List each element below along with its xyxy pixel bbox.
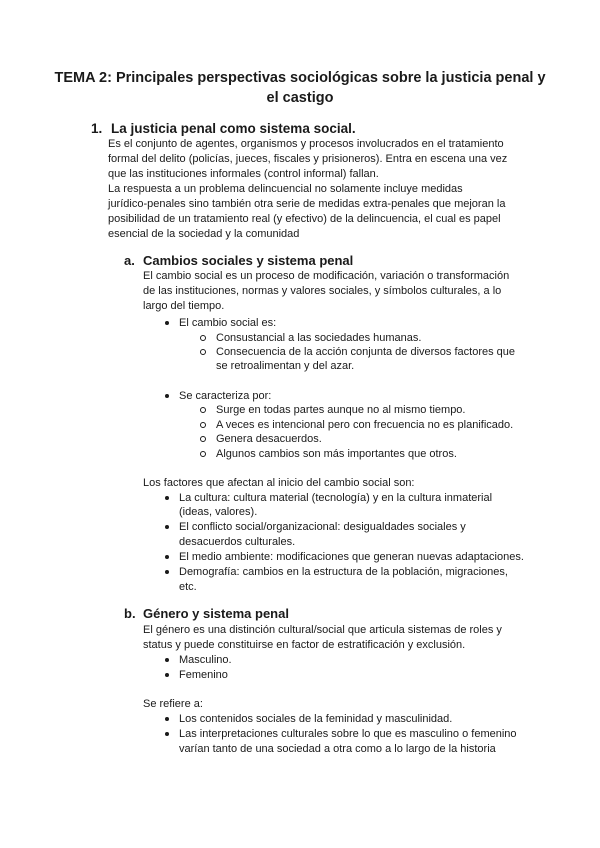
sb-refers-1: Los contenidos sociales de la feminidad y masculinidad.: [179, 713, 453, 725]
sa-bullet-2-sub-2: A veces es intencional pero con frecuencia no es planificado.: [216, 419, 514, 431]
sb-line-1: El género es una distinción cultural/social que articula sistemas de roles y: [143, 624, 502, 636]
s1-line-2: formal del delito (policías, jueces, fiscales y prisioneros). Entra en escena una vez: [108, 153, 508, 165]
sb-refers-2: Las interpretaciones culturales sobre lo que es masculino o femenino: [179, 728, 517, 740]
s1-line-5: jurídico-penales sino también otra serie de medidas extra-penales que mejoran la: [108, 198, 506, 210]
sa-factors-intro: Los factores que afectan al inicio del cambio social son:: [143, 477, 415, 489]
sa-bullet-1-sub-2: Consecuencia de la acción conjunta de diversos factores que: [216, 346, 516, 358]
sa-factor-4: Demografía: cambios en la estructura de la población, migraciones,: [179, 566, 508, 578]
sb-refers-2-cont: varían tanto de una sociedad a otra como a lo largo de la historia: [179, 743, 496, 755]
section-1-number: 1.: [91, 121, 103, 136]
sa-factor-1-cont: (ideas, valores).: [179, 506, 258, 518]
sb-refers-intro: Se refiere a:: [143, 698, 203, 710]
sa-factor-2: El conflicto social/organizacional: desigualdades sociales y: [179, 521, 466, 533]
s1-line-3: que las instituciones informales (control informal) fallan.: [108, 168, 379, 180]
sa-bullet-1-sub-1: Consustancial a las sociedades humanas.: [216, 332, 422, 344]
sa-factor-2-cont: desacuerdos culturales.: [179, 536, 296, 548]
s1-line-7: esencial de la sociedad y la comunidad: [108, 228, 300, 240]
sa-line-3: largo del tiempo.: [143, 300, 225, 312]
s1-line-4: La respuesta a un problema delincuencial no solamente incluye medidas: [108, 183, 463, 195]
sa-bullet-2: Se caracteriza por:: [179, 390, 272, 402]
sa-bullet-2-sub-4: Algunos cambios son más importantes que otros.: [216, 448, 457, 460]
sa-factor-3: El medio ambiente: modificaciones que generan nuevas adaptaciones.: [179, 551, 524, 563]
section-a-letter: a.: [124, 253, 135, 268]
sa-bullet-1: El cambio social es:: [179, 317, 277, 329]
sa-line-2: de las instituciones, normas y valores sociales, y símbolos culturales, a lo: [143, 285, 502, 297]
sb-line-2: status y puede constituirse en factor de estratificación y exclusión.: [143, 639, 466, 651]
section-a-heading: Cambios sociales y sistema penal: [143, 253, 354, 268]
s1-line-6: posibilidad de un tratamiento real (y efectivo) de la delincuencia, el cual es papel: [108, 213, 501, 225]
sa-bullet-2-sub-3: Genera desacuerdos.: [216, 433, 322, 445]
sa-factor-1: La cultura: cultura material (tecnología) y en la cultura inmaterial: [179, 492, 493, 504]
section-b-heading: Género y sistema penal: [143, 606, 289, 621]
sa-bullet-1-sub-2-cont: se retroalimentan y del azar.: [216, 360, 355, 372]
document-title-line1: TEMA 2: Principales perspectivas sociológicas sobre la justicia penal y: [54, 70, 546, 86]
section-1-heading: La justicia penal como sistema social.: [111, 121, 356, 136]
sb-item-2: Femenino: [179, 669, 228, 681]
sb-item-1: Masculino.: [179, 654, 232, 666]
s1-line-1: Es el conjunto de agentes, organismos y procesos involucrados en el tratamiento: [108, 138, 504, 150]
sa-bullet-2-sub-1: Surge en todas partes aunque no al mismo tiempo.: [216, 404, 466, 416]
document-title-line2: el castigo: [266, 90, 334, 106]
sa-line-1: El cambio social es un proceso de modificación, variación o transformación: [143, 270, 510, 282]
sa-factor-4-cont: etc.: [179, 581, 197, 593]
section-b-letter: b.: [124, 606, 136, 621]
